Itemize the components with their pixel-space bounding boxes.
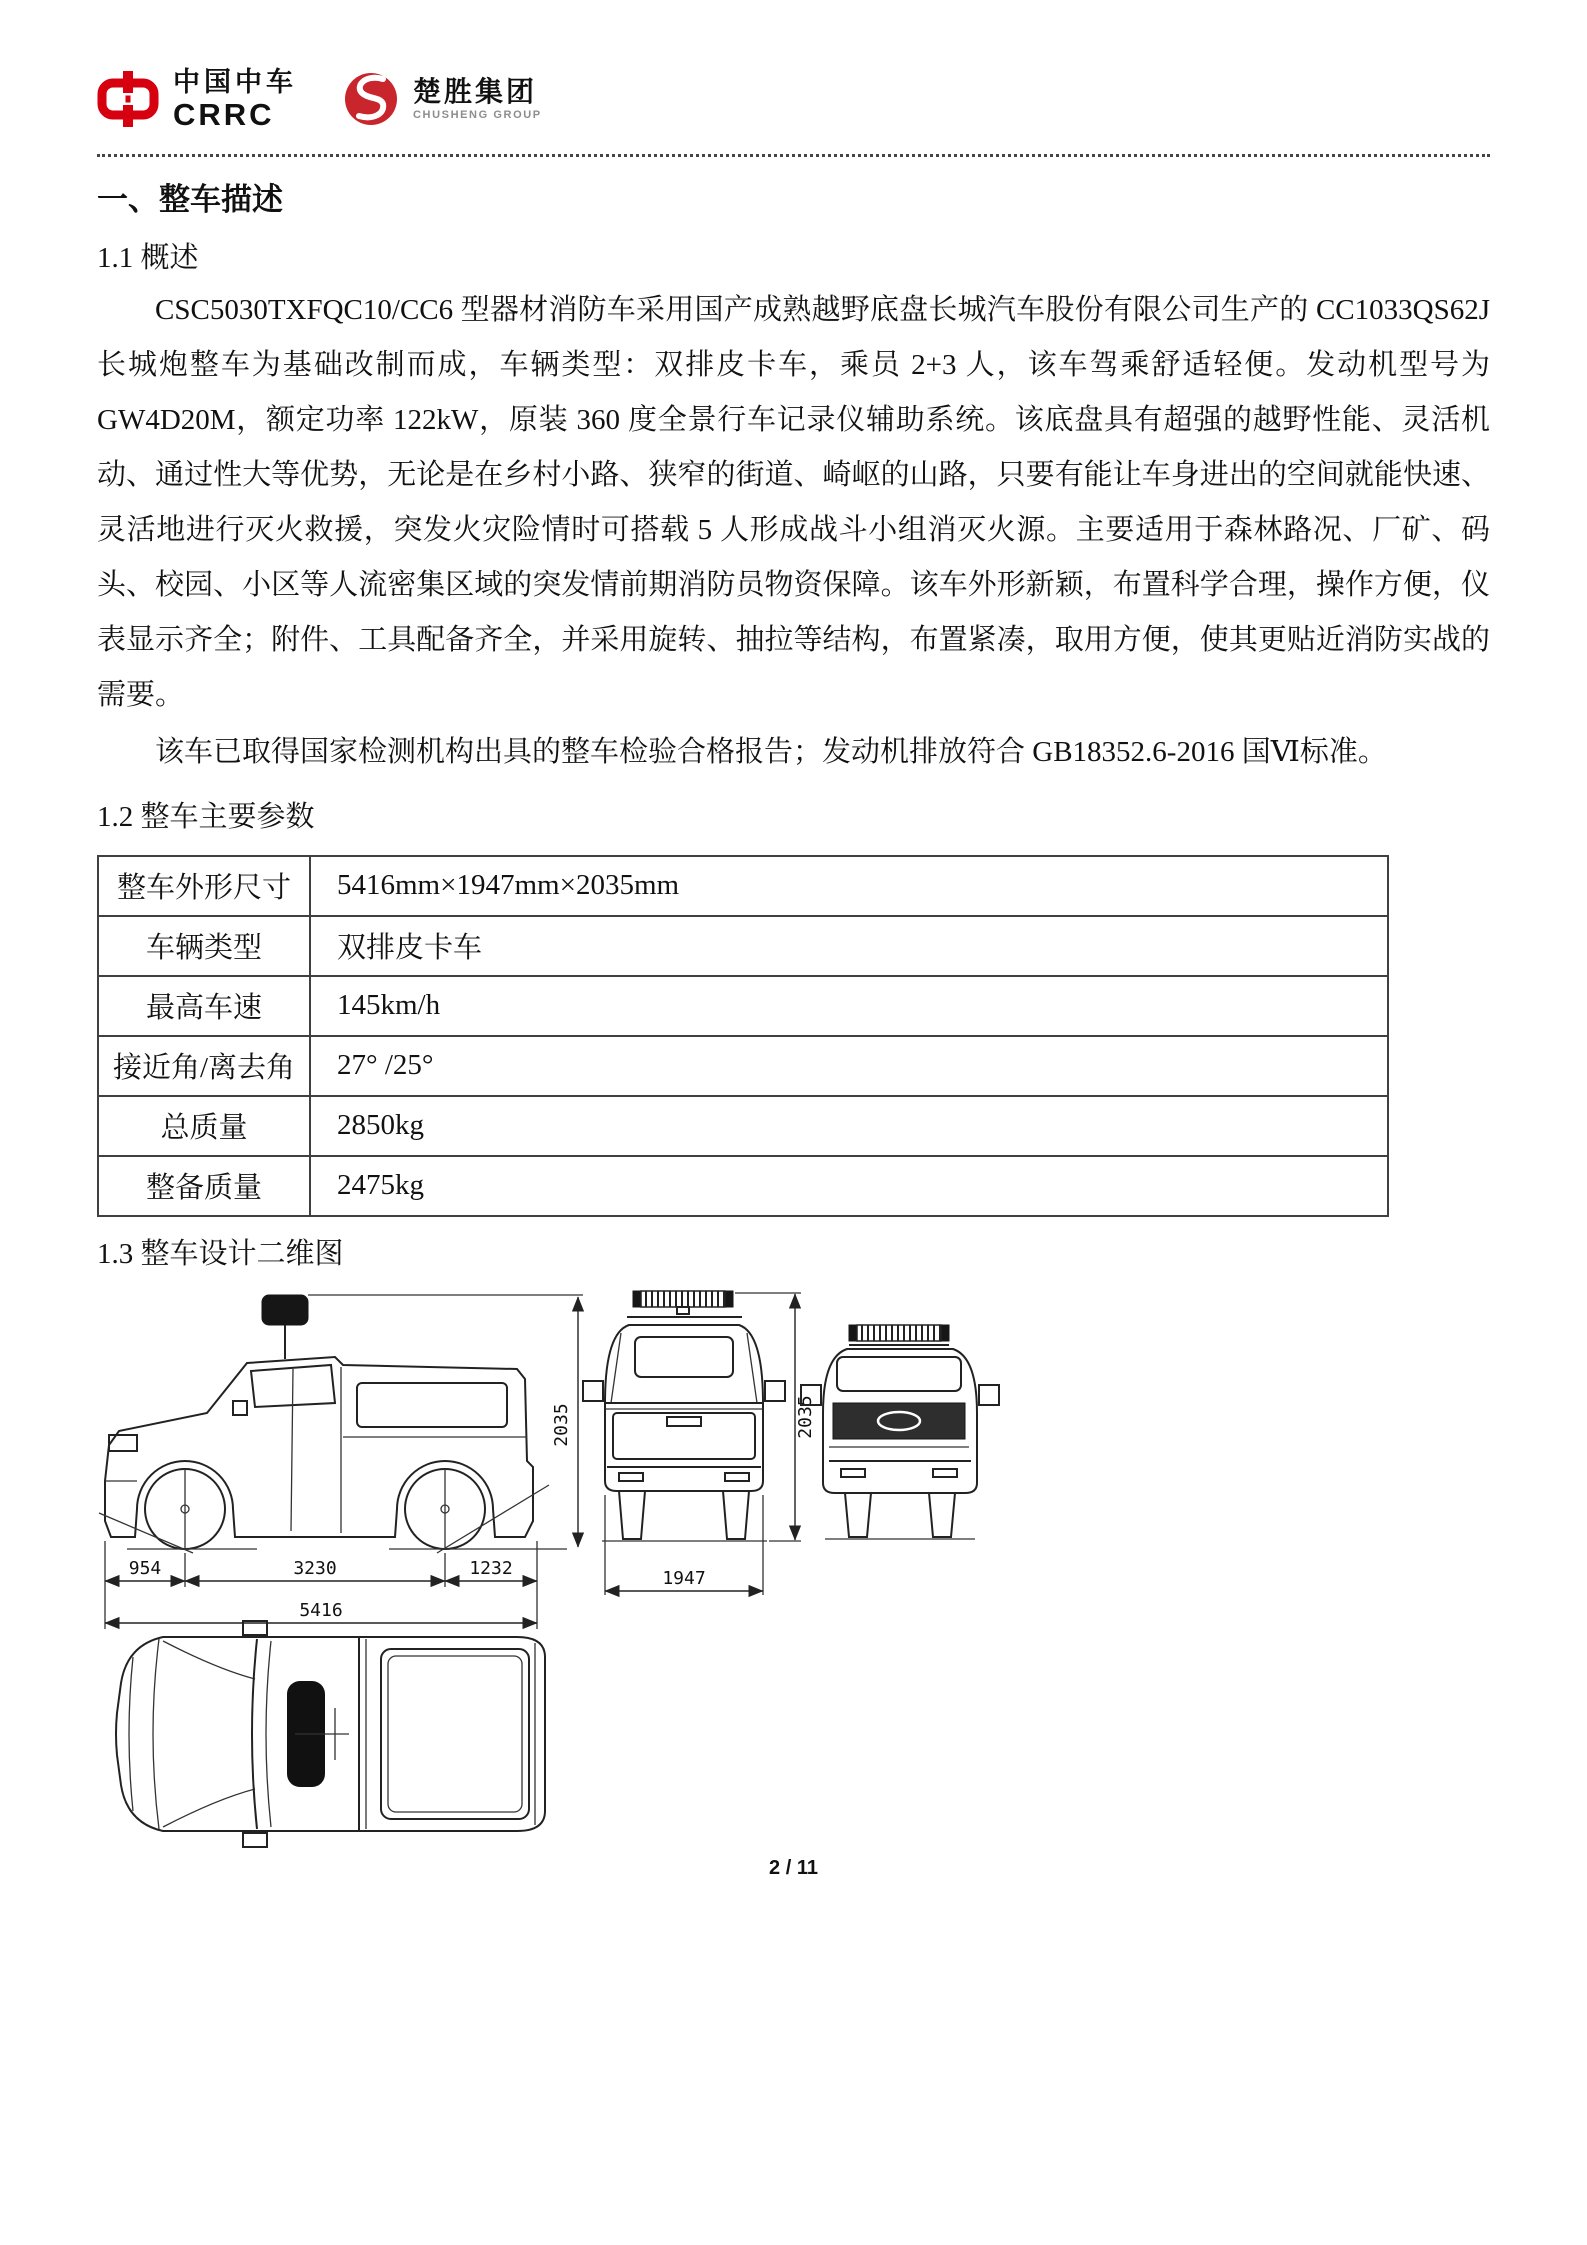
spec-label: 总质量 [98, 1096, 310, 1156]
spec-value: 双排皮卡车 [310, 916, 1388, 976]
table-row [98, 1096, 1388, 1156]
spec-value: 145km/h [310, 976, 1388, 1036]
table-row [98, 1036, 1388, 1096]
vehicle-spec-table [97, 855, 1389, 1217]
spec-label: 最高车速 [98, 976, 310, 1036]
overview-paragraph-2: 该车已取得国家检测机构出具的整车检验合格报告；发动机排放符合 GB18352.6-2016 国Ⅵ标准。 [155, 736, 1387, 769]
dim-wheelbase: 3230 [293, 1558, 337, 1580]
crrc-emblem-icon [97, 71, 159, 127]
section-1-2-main-parameters: 1.2 整车主要参数 [97, 801, 315, 834]
vehicle-drawings [97, 1285, 1490, 1855]
chusheng-title-en: CHUSHENG GROUP [413, 108, 542, 121]
chusheng-logo [343, 71, 542, 127]
chusheng-title-cn: 楚胜集团 [413, 75, 538, 107]
dim-front-overhang: 954 [128, 1558, 162, 1580]
dim-overall-width: 1947 [662, 1568, 706, 1590]
spec-label: 接近角/离去角 [98, 1036, 310, 1096]
spec-label: 整车外形尺寸 [98, 856, 310, 916]
dim-rear-overhang: 1232 [469, 1558, 513, 1580]
crrc-logo [97, 66, 297, 132]
page-number: 2 / 11 [769, 1857, 818, 1880]
header-divider [97, 154, 1490, 157]
heading-vehicle-description: 一、整车描述 [97, 182, 283, 217]
spec-value: 2850kg [310, 1096, 1388, 1156]
front-view-drawing [801, 1325, 999, 1539]
section-1-3-2d-drawings: 1.3 整车设计二维图 [97, 1237, 344, 1270]
crrc-title-en: CRRC [173, 96, 275, 132]
page-header [97, 68, 1490, 130]
table-row [98, 856, 1388, 916]
circle-s-swoosh-icon [343, 71, 399, 127]
top-view-drawing [116, 1621, 545, 1847]
dim-side-overall-height: 2035 [551, 1403, 572, 1447]
spec-value: 2475kg [310, 1156, 1388, 1216]
spec-value: 27° /25° [310, 1036, 1388, 1096]
side-view-drawing [99, 1295, 583, 1629]
dim-rear-overall-height: 2035 [795, 1395, 816, 1439]
spec-label: 整备质量 [98, 1156, 310, 1216]
table-row [98, 1156, 1388, 1216]
spec-value: 5416mm×1947mm×2035mm [310, 856, 1388, 916]
spec-label: 车辆类型 [98, 916, 310, 976]
dim-overall-length: 5416 [299, 1600, 343, 1622]
crrc-title-cn: 中国中车 [173, 66, 297, 97]
table-row [98, 976, 1388, 1036]
section-1-1-overview: 1.1 概述 [97, 241, 199, 274]
table-row [98, 916, 1388, 976]
rear-view-drawing [583, 1291, 816, 1595]
overview-paragraph-1: CSC5030TXFQC10/CC6 型器材消防车采用国产成熟越野底盘长城汽车股份有限公司生产的 CC1033QS62J 长城炮整车为基础改制而成，车辆类型：双排皮卡车，乘员 2+3 人，该车驾乘舒适轻便。发动机型号为 GW4D20M，额定功率 122kW，原装 360 度全景行车记录仪辅助系统。该底盘具有超强的越野性能、灵活机动、通过性大等优势，无论是在乡村小路、狭窄的街道、崎岖的山路，只要有能让车身进出的空间就能快速、灵活地进行灭火救援，突发火灾险情时可搭载 5 人形成战斗小组消灭火源。主要适用于森林路况、厂矿、码头、校园、小区等人流密集区域的突发情前期消防员物资保障。该车外形新颖，布置科学合理，操作方便，仪表显示齐全；附件、工具配备齐全，并采用旋转、抽拉等结构，布置紧凑，取用方便，使其更贴近消防实战的需要。 [97, 294, 1490, 712]
